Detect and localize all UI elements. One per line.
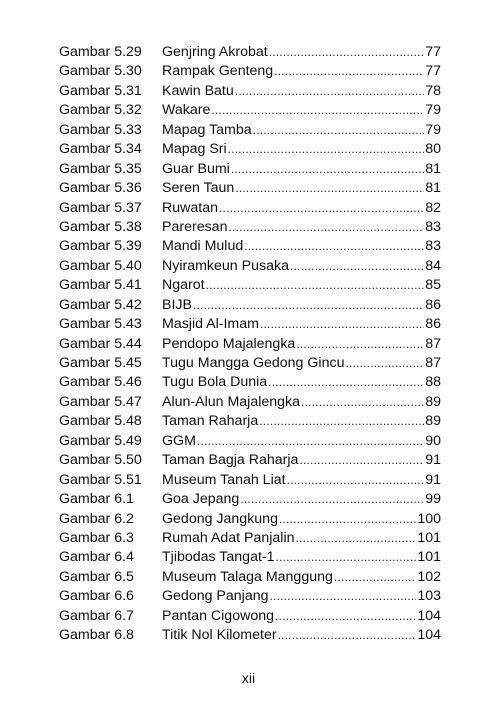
figure-entry: [59, 82, 441, 101]
dot-leader: [299, 451, 424, 470]
dot-leader: [296, 335, 424, 354]
figure-title: Pendopo Majalengka: [162, 335, 296, 352]
figure-number: Gambar 5.45: [59, 355, 142, 371]
figure-title: BIJB: [162, 296, 192, 313]
dot-leader: [290, 257, 424, 276]
dot-leader: [287, 471, 425, 490]
figure-entry: [59, 160, 441, 179]
figure-entry: [59, 179, 441, 198]
figure-number: Gambar 5.30: [59, 63, 142, 80]
figure-entry: [59, 354, 441, 373]
figure-page-number: 89: [425, 413, 441, 430]
figure-entry: [59, 199, 441, 218]
dot-leader: [268, 373, 424, 392]
figure-title: Gedong Jangkung: [162, 510, 278, 527]
figure-number: Gambar 5.44: [59, 335, 142, 352]
figure-title: Ngarot: [162, 277, 205, 294]
figure-number: Gambar 6.6: [59, 588, 134, 605]
dot-leader: [235, 179, 424, 198]
figure-number: Gambar 5.33: [59, 121, 142, 138]
figure-entry: [59, 257, 441, 276]
figure-number: Gambar 5.41: [59, 277, 142, 294]
dot-leader: [206, 276, 425, 295]
figure-page-number: 80: [425, 141, 441, 158]
figure-number: Gambar 5.36: [59, 180, 142, 197]
figure-entry: [59, 101, 441, 120]
figure-number: Gambar 6.7: [59, 607, 134, 624]
figure-page-number: 79: [425, 102, 441, 119]
figure-number: Gambar 5.35: [59, 160, 142, 177]
page-number: xii: [241, 671, 256, 687]
figure-list: [59, 43, 441, 646]
figure-title: GGM: [162, 432, 196, 449]
figure-entry: [59, 121, 441, 140]
figure-page-number: 81: [425, 160, 441, 177]
dot-leader: [276, 548, 417, 567]
figure-title: Rumah Adat Panjalin: [162, 529, 295, 546]
figure-page-number: 100: [417, 510, 441, 527]
figure-number: Gambar 5.50: [59, 452, 142, 469]
figure-number: Gambar 5.40: [59, 257, 142, 274]
figure-page-number: 83: [425, 238, 441, 255]
figure-page-number: 77: [425, 44, 441, 60]
figure-entry: [59, 412, 441, 431]
figure-number: Gambar 5.48: [59, 413, 142, 430]
dot-leader: [244, 237, 424, 256]
figure-title: Mapag Tamba: [162, 121, 252, 138]
dot-leader: [240, 490, 424, 509]
figure-title: Mapag Sri: [162, 141, 227, 158]
figure-page-number: 86: [425, 296, 441, 313]
figure-entry: [59, 432, 441, 451]
dot-leader: [259, 412, 424, 431]
figure-entry: [59, 451, 441, 470]
figure-page-number: 102: [417, 568, 441, 585]
dot-leader: [275, 607, 416, 626]
dot-leader: [228, 140, 425, 159]
figure-page-number: 81: [425, 180, 441, 197]
figure-title: Gedong Panjang: [162, 588, 269, 605]
figure-page-number: 84: [425, 257, 441, 274]
figure-title: Tugu Bola Dunia: [162, 374, 268, 391]
figure-entry: [59, 43, 441, 62]
figure-entry: [59, 276, 441, 295]
figure-page-number: 78: [425, 82, 441, 99]
figure-page-number: 77: [425, 63, 441, 80]
figure-number: Gambar 6.1: [59, 491, 134, 508]
figure-page-number: 88: [425, 374, 441, 391]
figure-entry: [59, 62, 441, 81]
figure-page-number: 85: [425, 277, 441, 294]
figure-entry: [59, 490, 441, 509]
figure-title: Masjid Al-Imam: [162, 316, 259, 333]
figure-title: Museum Tanah Liat: [162, 471, 286, 488]
dot-leader: [219, 199, 424, 218]
figure-title: Pantan Cigowong: [162, 607, 275, 624]
figure-entry: [59, 626, 441, 645]
figure-number: Gambar 5.29: [59, 44, 142, 60]
figure-title: Tjibodas Tangat-1: [162, 549, 275, 566]
figure-entry: [59, 373, 441, 392]
dot-leader: [296, 529, 417, 548]
dot-leader: [228, 218, 424, 237]
figure-number: Gambar 5.31: [59, 82, 142, 99]
dot-leader: [274, 62, 424, 81]
dot-leader: [270, 587, 417, 606]
figure-page-number: 87: [425, 355, 441, 371]
dot-leader: [235, 82, 424, 101]
figure-page-number: 83: [425, 218, 441, 235]
figure-page-number: 99: [425, 491, 441, 508]
figure-title: Wakare: [162, 102, 211, 119]
figure-title: Titik Nol Kilometer: [162, 627, 277, 644]
figure-number: Gambar 5.51: [59, 471, 142, 488]
figure-title: Kawin Batu: [162, 82, 234, 99]
figure-entry: [59, 529, 441, 548]
figure-entry: [59, 568, 441, 587]
dot-leader: [278, 626, 417, 645]
dot-leader: [269, 43, 425, 62]
figure-number: Gambar 5.49: [59, 432, 142, 449]
figure-number: Gambar 6.2: [59, 510, 134, 527]
figure-number: Gambar 5.34: [59, 141, 142, 158]
figure-number: Gambar 5.39: [59, 238, 142, 255]
figure-entry: [59, 587, 441, 606]
figure-page-number: 82: [425, 199, 441, 216]
figure-entry: [59, 296, 441, 315]
figure-entry: [59, 510, 441, 529]
figure-page-number: 101: [417, 549, 441, 566]
figure-entry: [59, 607, 441, 626]
figure-title: Seren Taun: [162, 180, 235, 197]
figure-number: Gambar 6.8: [59, 627, 134, 644]
figure-title: Rampak Genteng: [162, 63, 274, 80]
figure-entry: [59, 393, 441, 412]
figure-title: Taman Bagja Raharja: [162, 452, 299, 469]
figure-number: Gambar 6.5: [59, 568, 134, 585]
figure-title: Pareresan: [162, 218, 228, 235]
figure-number: Gambar 5.42: [59, 296, 142, 313]
figure-page-number: 104: [417, 627, 441, 644]
dot-leader: [279, 510, 416, 529]
figure-title: Guar Bumi: [162, 160, 230, 177]
figure-number: Gambar 5.32: [59, 102, 142, 119]
dot-leader: [197, 432, 424, 451]
dot-leader: [193, 296, 424, 315]
figure-page-number: 79: [425, 121, 441, 138]
figure-page-number: 91: [425, 471, 441, 488]
figure-number: Gambar 6.3: [59, 529, 134, 546]
dot-leader: [345, 354, 424, 373]
dot-leader: [211, 101, 424, 120]
figure-page-number: 89: [425, 393, 441, 410]
figure-entry: [59, 140, 441, 159]
figure-page-number: 104: [417, 607, 441, 624]
figure-entry: [59, 471, 441, 490]
figure-page-number: 103: [417, 588, 441, 605]
figure-number: Gambar 5.38: [59, 218, 142, 235]
figure-number: Gambar 5.46: [59, 374, 142, 391]
figure-number: Gambar 6.4: [59, 549, 134, 566]
figure-page-number: 101: [417, 529, 441, 546]
dot-leader: [301, 393, 424, 412]
figure-entry: [59, 237, 441, 256]
figure-page-number: 90: [425, 432, 441, 449]
dot-leader: [253, 121, 425, 140]
figure-number: Gambar 5.37: [59, 199, 142, 216]
figure-entry: [59, 315, 441, 334]
figure-entry: [59, 548, 441, 567]
figure-title: Nyiramkeun Pusaka: [162, 257, 289, 274]
dot-leader: [260, 315, 424, 334]
figure-number: Gambar 5.43: [59, 316, 142, 333]
dot-leader: [334, 568, 416, 587]
figure-page-number: 87: [425, 335, 441, 352]
figure-title: Genjring Akrobat: [162, 44, 268, 60]
figure-title: Ruwatan: [162, 199, 218, 216]
figure-title: Taman Raharja: [162, 413, 259, 430]
figure-entry: [59, 335, 441, 354]
figure-title: Mandi Mulud: [162, 238, 244, 255]
figure-page-number: 86: [425, 316, 441, 333]
figure-title: Museum Talaga Manggung: [162, 568, 333, 585]
dot-leader: [231, 160, 424, 179]
figure-page-number: 91: [425, 452, 441, 469]
figure-title: Alun-Alun Majalengka: [162, 393, 301, 410]
figure-entry: [59, 218, 441, 237]
figure-number: Gambar 5.47: [59, 393, 142, 410]
figure-title: Goa Jepang: [162, 491, 240, 508]
figure-title: Tugu Mangga Gedong Gincu: [162, 355, 345, 371]
